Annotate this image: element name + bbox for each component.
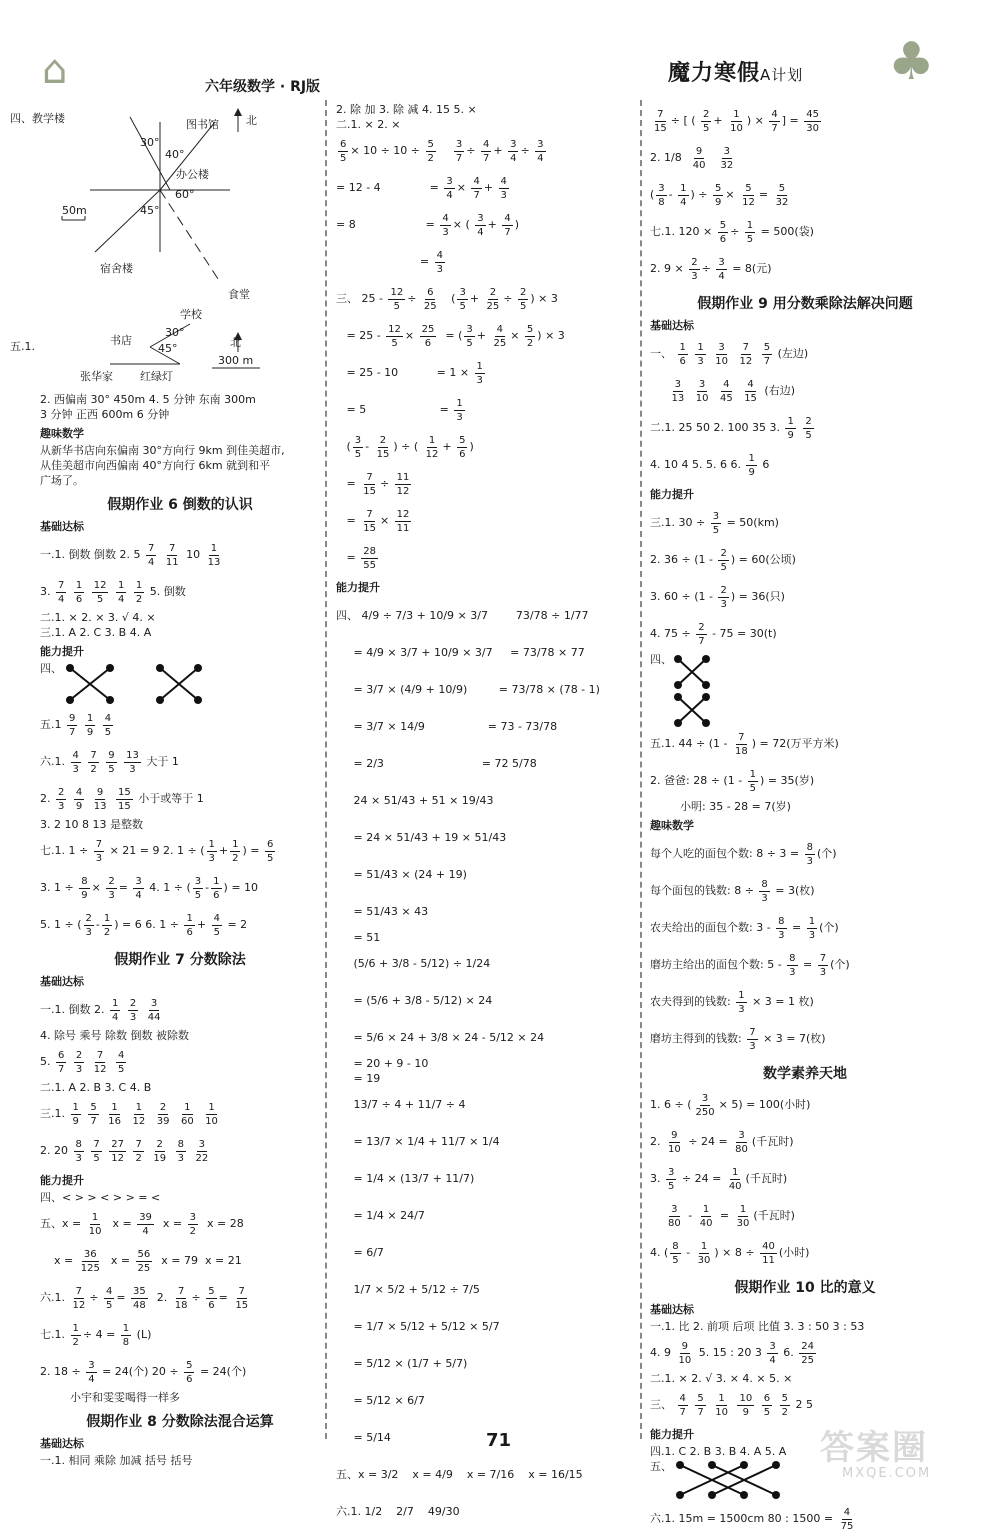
fraction: $\frac{9}{13}$	[93, 786, 107, 812]
subheading: 能力提升	[40, 645, 84, 658]
subheading: 基础达标	[650, 319, 694, 332]
fraction: $\frac{1}{4}$	[117, 579, 125, 605]
scale-label: 300 m	[218, 354, 254, 367]
fraction: $\frac{2}{3}$	[58, 786, 65, 812]
fraction: $\frac{9}{7}$	[69, 712, 76, 738]
label-dorm: 宿舍楼	[100, 262, 133, 275]
column-1: 四、 教学楼 图书馆 北 30° 40° 办公楼 60° 45° 50m 宿舍楼 食堂 五.1. 学校 书店 30° 45° 北 300 m 张华家 红绿灯 2. 西偏南 30° 450m 4. 5 分钟 东南 300m 3 分钟 正西 600m 6 分钟 趣味数学 从新华书店向东偏南 30°方向行 9km 到佳美超市, 从佳美超市向西偏南 40°方向行 6km 就到和平 广场了。 假期作业 6 倒数的认识 基础达标 一.1. 倒数 倒数 2. 5 $\frac{7}{4}$ $\frac{7}{11}$ 10 $\frac{1}{13}$ 3. $\frac{7}{4}$ $\frac{1}{6}$ $\frac{12}{5}$ $\frac{1}{4}$ $\frac{1}{2}$ 5. 倒数 二.1. × 2. × 3. √ 4. × 三.1. A 2. C 3. B 4. A 能力提升 四、 五.1 $\frac{9}{7}$ $\frac{1}{9}$ $\frac{4}{5}$ 六.1. $\frac{4}{3}$ $\frac{7}{2}$ $\frac{9}{5}$ $\frac{13}{3}$ 大于 1 2. $\frac{2}{3}$ $\frac{4}{9}$ $\frac{9}{13}$ $\frac{15}{15}$ 小于或等于 1 3. 2 10 8 13 是整数 七.1. 1 ÷ $\frac{7}{3}$ × 21 = 9 2. 1 ÷ ( $\frac{1}{3}$ + $\frac{1}{2}$ ) = $\frac{6}{5}$ 3. 1 ÷ $\frac{8}{9}$ × $\frac{2}{3}$ = $\frac{3}{4}$ 4. 1 ÷ ( $\frac{3}{5}$ - $\frac{1}{6}$ ) = 10 5. 1 ÷ ( $\frac{2}{3}$ - $\frac{1}{2}$ ) = 6 6. 1 ÷ $\frac{1}{6}$ + $\frac{4}{5}$ = 2 假期作业 7 分数除法 基础达标 一.1. 倒数 2. $\frac{1}{4}$ $\frac{2}{3}$ $\frac{3}{44}$ 4. 除号 乘号 除数 倒数 被除数 5. $\frac{6}{7}$ $\frac{2}{3}$ $\frac{7}{12}$ $\frac{4}{5}$ 二.1. A 2. B 3. C 4. B 三.1. $\frac{1}{9}$ $\frac{5}{7}$ $\frac{1}{16}$ $\frac{1}{12}$ $\frac{2}{39}$ $\frac{1}{60}$ $\frac{1}{10}$ 2. 20 $\frac{8}{3}$ $\frac{7}{5}$ $\frac{27}{12}$ $\frac{7}{2}$ $\frac{2}{19}$ $\frac{8}{3}$ $\frac{3}{22}$ 能力提升 四、< > > < > > = < 五、x = $\frac{1}{10}$ x = $\frac{39}{4}$ x = $\frac{3}{2}$ x = 28 x = $\frac{36}{125}$ x = $\frac{56}{25}$ x = 79 x = 21 六.1. $\frac{7}{12}$ ÷ $\frac{4}{5}$ = $\frac{35}{48}$ 2. $\frac{7}{18}$ ÷ $\frac{5}{6}$ = $\frac{7}{15}$ 七.1. $\frac{1}{2}$ ÷ 4 = $\frac{1}{8}$ (L) 2. 18 ÷ $\frac{3}{4}$ = 24(个) 20 ÷ $\frac{5}{6}$ = 24(个) 小宇和雯雯喝得一样多 假期作业 8 分数除法混合运算 基础达标 一.1. 相同 乘除 加减 括号 括号	[40, 102, 320, 1469]
fraction: $\frac{13}{3}$	[126, 749, 139, 775]
fraction: $\frac{4}{3}$	[72, 749, 79, 775]
subheading: 趣味数学	[40, 427, 84, 440]
fraction: $\frac{6}{7}$	[58, 1049, 65, 1075]
section-title: 假期作业 7 分数除法	[114, 952, 246, 968]
fraction: $\frac{7}{12}$	[93, 1049, 107, 1075]
fraction: $\frac{1}{13}$	[207, 542, 221, 568]
fraction: $\frac{15}{15}$	[117, 786, 131, 812]
fraction: $\frac{1}{2}$	[232, 838, 239, 864]
label-zhang-home: 张华家	[80, 370, 113, 383]
column-2: 2. 除 加 3. 除 减 4. 15 5. × 二.1. × 2. × $\frac{6}{5}$ × 10 ÷ 10 ÷ $\frac{5}{2}$ $\frac{3}{7}$ ÷ $\frac{4}{7}$ + $\frac{3}{4}$ ÷ $\frac{3}{4}$ = 12 - 4 = $\frac{3}{4}$ × $\frac{4}{7}$ + $\frac{4}{3}$ = 8 = $\frac{4}{3}$ × ( $\frac{3}{4}$ + $\frac{4}{7}$ ) = $\frac{4}{3}$ 三、 25 - $\frac{12}{5}$ ÷ $\frac{6}{25}$ ( $\frac{3}{5}$ + $\frac{2}{25}$ ÷ $\frac{2}{5}$ ) × 3 = 25 - $\frac{12}{5}$ × $\frac{25}{6}$ = ( $\frac{3}{5}$ + $\frac{4}{25}$ × $\frac{5}{2}$ ) × 3 = 25 - 10 = 1 × $\frac{1}{3}$ = 5 = $\frac{1}{3}$ ( $\frac{3}{5}$ - $\frac{2}{15}$ ) ÷ ( $\frac{1}{12}$ + $\frac{5}{6}$ ) = $\frac{7}{15}$ ÷ $\frac{11}{12}$ = $\frac{7}{15}$ × $\frac{12}{11}$ = $\frac{28}{55}$ 能力提升 四、 4/9 ÷ 7/3 + 10/9 × 3/7 73/78 ÷ 1/77 = 4/9 × 3/7 + 10/9 × 3/7 = 73/78 × 77 = 3/7 × (4/9 + 10/9) = 73/78 × (78 - 1) = 3/7 × 14/9 = 73 - 73/78 = 2/3 = 72 5/78 24 × 51/43 + 51 × 19/43 = 24 × 51/43 + 19 × 51/43 = 51/43 × (24 + 19) = 51/43 × 43 = 51 (5/6 + 3/8 - 5/12) ÷ 1/24 = (5/6 + 3/8 - 5/12) × 24 = 5/6 × 24 + 3/8 × 24 - 5/12 × 24 = 20 + 9 - 10 = 19 13/7 ÷ 4 + 11/7 ÷ 4 = 13/7 × 1/4 + 11/7 × 1/4 = 1/4 × (13/7 + 11/7) = 1/4 × 24/7 = 6/7 1/7 × 5/2 + 5/12 ÷ 7/5 = 1/7 × 5/12 + 5/12 × 5/7 = 5/12 × (1/7 + 5/7) = 5/12 × 6/7 = 5/14 五、x = 3/2 x = 4/9 x = 7/16 x = 16/15 六.1. 1/2 2/7 49/30	[336, 102, 634, 1531]
fraction: $\frac{7}{11}$	[165, 542, 179, 568]
subheading: 能力提升	[650, 488, 694, 501]
label-office: 办公楼	[176, 168, 209, 181]
subheading: 基础达标	[40, 975, 84, 988]
fraction: $\frac{8}{9}$	[81, 875, 88, 901]
fraction: $\frac{2}{3}$	[129, 997, 137, 1023]
fraction: $\frac{1}{2}$	[135, 579, 143, 605]
label-north: 北	[230, 336, 241, 349]
watermark-logo: 答案圈	[820, 1428, 928, 1468]
label-north: 北	[246, 114, 257, 127]
fraction: $\frac{7}{4}$	[147, 542, 155, 568]
fraction: $\frac{9}{5}$	[108, 749, 115, 775]
subheading: 基础达标	[650, 1303, 694, 1316]
subheading: 能力提升	[336, 581, 380, 594]
fraction: $\frac{4}{5}$	[213, 912, 220, 938]
fraction: $\frac{3}{44}$	[147, 997, 161, 1023]
fraction: $\frac{1}{6}$	[186, 912, 193, 938]
scale-label: 50m	[62, 204, 87, 217]
fraction: $\frac{4}{9}$	[75, 786, 83, 812]
fraction: $\frac{4}{5}$	[104, 712, 112, 738]
subheading: 基础达标	[40, 1437, 84, 1450]
fraction: $\frac{2}{3}$	[85, 912, 92, 938]
fraction: $\frac{1}{2}$	[103, 912, 111, 938]
subheading: 能力提升	[40, 1174, 84, 1187]
fraction: $\frac{1}{3}$	[208, 838, 215, 864]
fraction: $\frac{3}{4}$	[135, 875, 142, 901]
fraction: $\frac{3}{5}$	[194, 875, 202, 901]
fraction: $\frac{12}{5}$	[93, 579, 107, 605]
brand-logo: 魔力寒假A计划	[668, 61, 804, 86]
section-title: 假期作业 9 用分数乘除法解决问题	[697, 296, 913, 312]
fraction: $\frac{1}{6}$	[75, 579, 83, 605]
decorative-tree-icon: ♣	[888, 32, 935, 92]
column-divider	[640, 100, 642, 1439]
fraction: $\frac{1}{9}$	[86, 712, 94, 738]
subheading: 能力提升	[650, 1428, 694, 1441]
label-traffic-light: 红绿灯	[140, 370, 173, 383]
matching-lines-figure	[62, 662, 202, 706]
fraction: $\frac{2}{3}$	[108, 875, 115, 901]
direction-map-figure: 四、 教学楼 图书馆 北 30° 40° 办公楼 60° 45° 50m 宿舍楼 食堂	[40, 102, 320, 302]
page-header-title: 六年级数学 · RJ版	[205, 79, 321, 95]
watermark-domain: MXQE.COM	[842, 1466, 932, 1481]
matching-lines-figure	[672, 1460, 792, 1500]
column-3: $\frac{7}{15}$ ÷ [ ( $\frac{2}{5}$ + $\frac{1}{10}$ ) × $\frac{4}{7}$ ] = $\frac{45}{30}$ 2. 1/8 $\frac{9}{40}$ $\frac{3}{32}$ ( $\frac{3}{8}$ - $\frac{1}{4}$ ) ÷ $\frac{5}{9}$ × $\frac{5}{12}$ = $\frac{5}{32}$ 七.1. 120 × $\frac{5}{6}$ ÷ $\frac{1}{5}$ = 500(袋) 2. 9 × $\frac{2}{3}$ ÷ $\frac{3}{4}$ = 8(元) 假期作业 9 用分数乘除法解决问题 基础达标 一、 $\frac{1}{6}$ $\frac{1}{3}$ $\frac{3}{10}$ $\frac{7}{12}$ $\frac{5}{7}$ (左边) $\frac{3}{13}$ $\frac{3}{10}$ $\frac{4}{45}$ $\frac{4}{15}$ (右边) 二.1. 25 50 2. 100 35 3. $\frac{1}{9}$ $\frac{2}{5}$ 4. 10 4 5. 5. 6 6. $\frac{1}{9}$ 6 能力提升 三.1. 30 ÷ $\frac{3}{5}$ = 50(km) 2. 36 ÷ (1 - $\frac{2}{5}$ ) = 60(公顷) 3. 60 ÷ (1 - $\frac{2}{3}$ ) = 36(只) 4. 75 ÷ $\frac{2}{7}$ - 75 = 30(t) 四、 五.1. 44 ÷ (1 - $\frac{7}{18}$ ) = 72(万平方米) 2. 爸爸: 28 ÷ (1 - $\frac{1}{5}$ ) = 35(岁) 小明: 35 - 28 = 7(岁) 趣味数学 每个人吃的面包个数: 8 ÷ 3 = $\frac{8}{3}$ (个) 每个面包的钱数: 8 ÷ $\frac{8}{3}$ = 3(枚) 农夫给出的面包个数: 3 - $\frac{8}{3}$ = $\frac{1}{3}$ (个) 磨坊主给出的面包个数: 5 - $\frac{8}{3}$ = $\frac{7}{3}$ (个) 农夫得到的钱数: $\frac{1}{3}$ × 3 = 1 枚) 磨坊主得到的钱数: $\frac{7}{3}$ × 3 = 7(枚) 数学素养天地 1. 6 ÷ ( $\frac{3}{250}$ × 5) = 100(小时) 2. $\frac{9}{10}$ ÷ 24 = $\frac{3}{80}$ (千瓦时) 3. $\frac{3}{5}$ ÷ 24 = $\frac{1}{40}$ (千瓦时) $\frac{3}{80}$ - $\frac{1}{40}$ = $\frac{1}{30}$ (千瓦时) 4. ( $\frac{8}{5}$ - $\frac{1}{30}$ ) × 8 ÷ $\frac{40}{11}$ (小时) 假期作业 10 比的意义 基础达标 一.1. 比 2. 前项 后项 比值 3. 3 : 50 3 : 53 4. 9 $\frac{9}{10}$ 5. 15 : 20 3 $\frac{3}{4}$ 6. $\frac{24}{25}$ 二.1. × 2. √ 3. × 4. × 5. × 三、 $\frac{4}{7}$ $\frac{5}{7}$ $\frac{1}{10}$ $\frac{10}{9}$ $\frac{6}{5}$ $\frac{5}{2}$ 2 5 能力提升 四.1. C 2. B 3. B 4. A 5. A 五、 六.1. 15m = 1500cm 80 : 1500 = $\frac{4}{75}$	[650, 102, 960, 1538]
subheading: 基础达标	[40, 520, 84, 533]
label-teaching-building: 教学楼	[32, 112, 65, 125]
column-divider	[325, 100, 327, 1439]
decorative-house-icon: ⌂	[42, 47, 68, 93]
label-canteen: 食堂	[228, 288, 250, 301]
subheading: 趣味数学	[650, 819, 694, 832]
route-map-figure: 五.1. 学校 书店 30° 45° 北 300 m 张华家 红绿灯	[10, 308, 254, 383]
fraction: $\frac{4}{5}$	[117, 1049, 125, 1075]
section-title: 数学素养天地	[763, 1066, 847, 1082]
section-title: 假期作业 6 倒数的认识	[107, 497, 253, 513]
label-school: 学校	[180, 308, 202, 321]
section-title: 假期作业 10 比的意义	[734, 1280, 876, 1296]
page-number: 71	[486, 1430, 512, 1451]
label-library: 图书馆	[186, 118, 219, 131]
fraction: $\frac{2}{3}$	[75, 1049, 83, 1075]
fraction: $\frac{6}{5}$	[266, 838, 274, 864]
fraction: $\frac{7}{3}$	[95, 838, 103, 864]
label-bookstore: 书店	[110, 334, 132, 347]
section-title: 假期作业 8 分数除法混合运算	[86, 1414, 274, 1430]
matching-lines-figure	[672, 655, 712, 727]
fraction: $\frac{7}{2}$	[90, 749, 97, 775]
fraction: $\frac{7}{4}$	[58, 579, 65, 605]
fraction: $\frac{1}{6}$	[213, 875, 220, 901]
fraction: $\frac{1}{4}$	[111, 997, 119, 1023]
